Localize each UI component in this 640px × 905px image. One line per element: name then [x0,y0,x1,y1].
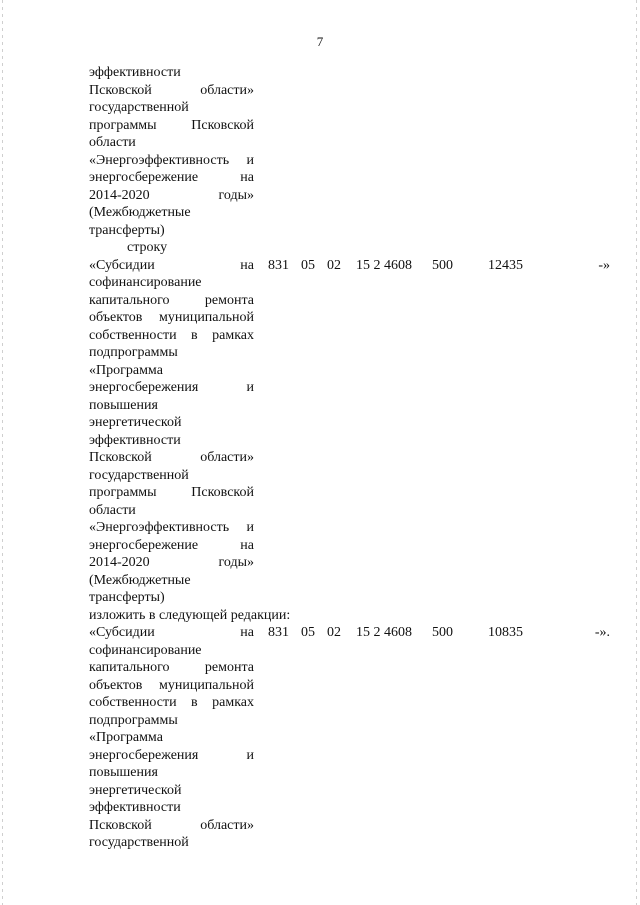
row-old-line: 2014-2020 годы» [89,555,254,570]
text-line: государственной [89,100,189,115]
row-old-line: программы Псковской [89,485,254,500]
row-new-line: «Программа [89,730,163,745]
scan-edge-left [2,0,3,905]
row-new-line: Псковской области» [89,817,254,833]
row-new-target: 15 2 4608 [356,625,412,640]
row-new-line: энергетической [89,782,182,798]
instruction-line: изложить в следующей редакции: [89,607,291,623]
row-old-line: повышения [89,397,158,413]
text-line: (Межбюджетные [89,205,191,220]
row-new-line: подпрограммы [89,712,178,728]
row-old-line: собственности в рамках [89,327,254,343]
row-old-line: «Программа [89,362,163,378]
row-old-line: (Межбюджетные [89,572,191,588]
row-old-line: энергосбережения и [89,380,254,395]
row-old-expense-type: 500 [432,257,453,273]
row-old-code: 831 [268,257,289,273]
row-new-line: капитального ремонта [89,660,254,675]
row-old-line: Псковской области» [89,450,254,465]
row-old-line: подпрограммы [89,345,178,360]
row-new-subsection: 02 [327,625,341,640]
row-new-line: собственности в рамках [89,695,254,710]
text-line: энергосбережение на [89,170,254,185]
row-old-line: софинансирование [89,275,202,290]
row-old-line: капитального ремонта [89,292,254,308]
row-new-amount: 10835 [488,625,523,640]
row-old-subsection: 02 [327,257,341,273]
row-old-section: 05 [301,257,315,273]
row-old-line: энергосбережение на [89,537,254,553]
row-old-line: объектов муниципальной [89,310,254,325]
row-new-section: 05 [301,625,315,640]
row-old-line: трансферты) [89,590,165,605]
row-new-line: повышения [89,765,158,780]
text-line: трансферты) [89,222,165,238]
scan-edge-right [636,0,637,905]
text-line: эффективности [89,65,181,80]
text-line: 2014-2020 годы» [89,187,254,203]
row-new-line: «Субсидии на [89,625,254,640]
row-new-line: эффективности [89,800,181,815]
row-new-line: объектов муниципальной [89,677,254,693]
text-line: программы Псковской [89,117,254,133]
row-old-line: области [89,502,136,518]
text-line: Псковской области» [89,82,254,98]
row-new-end-mark: -». [594,625,610,640]
row-new-expense-type: 500 [432,625,453,640]
row-old-line: энергетической [89,415,182,430]
row-old-line: эффективности [89,432,181,448]
row-old-line: «Субсидии на [89,257,254,273]
row-new-line: государственной [89,835,189,850]
row-new-line: софинансирование [89,642,202,658]
row-new-line: энергосбережения и [89,747,254,763]
instruction-line: строку [127,240,168,255]
row-old-line: государственной [89,467,189,483]
row-old-end-mark: -» [598,257,610,273]
text-line: области [89,135,136,150]
row-old-target: 15 2 4608 [356,257,412,273]
row-old-line: «Энергоэффективность и [89,520,254,535]
row-old-amount: 12435 [488,257,523,273]
page-number: 7 [316,34,324,49]
row-new-code: 831 [268,625,289,640]
text-line: «Энергоэффективность и [89,152,254,168]
